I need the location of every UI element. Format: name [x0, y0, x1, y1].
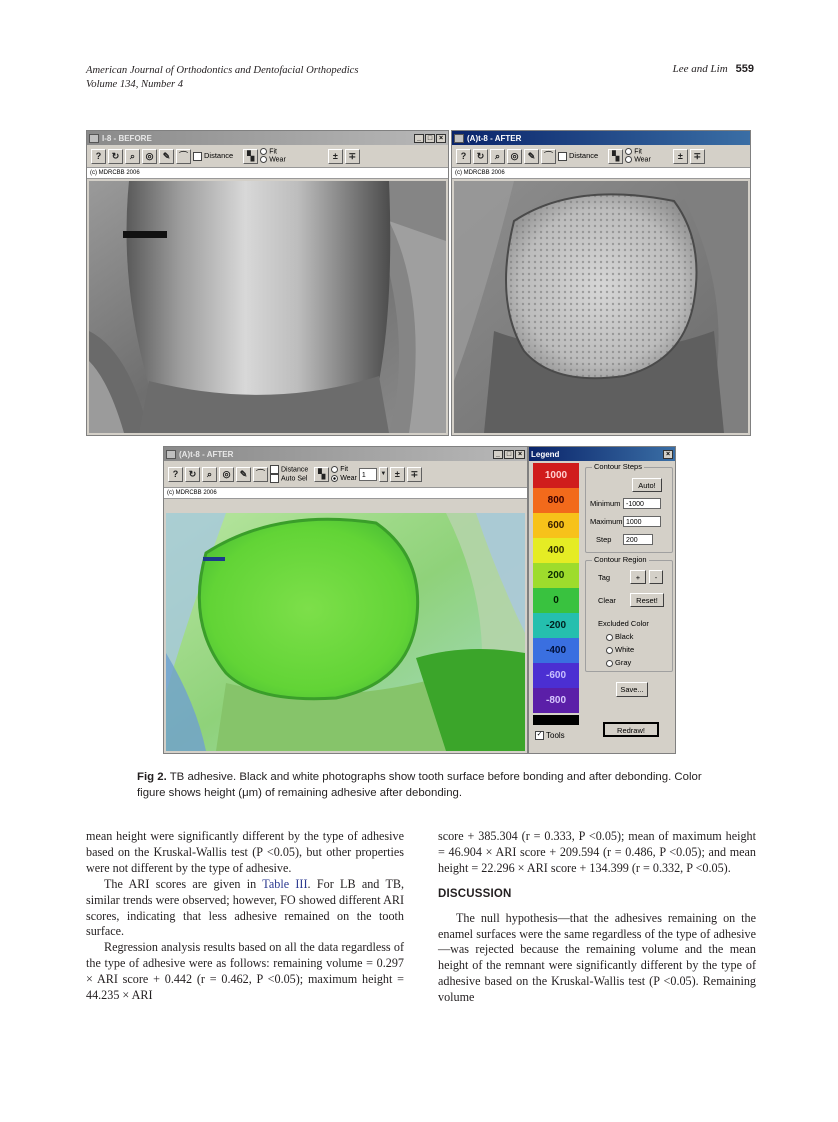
- level-spinner[interactable]: 1: [359, 468, 377, 481]
- scale-step: -400: [533, 638, 579, 663]
- toolbar-before: [87, 145, 448, 167]
- window-before-title: I-8 - BEFORE: [102, 133, 152, 143]
- window-color: [163, 446, 528, 754]
- app-icon: [454, 134, 464, 143]
- paragraph: score + 385.304 (r = 0.333, P <0.05); mean of maximum height = 46.904 × ARI score + 209.594 (r = 0.486, P <0.05); and mean height = 22.296 × ARI score + 134.399 (r = 0.332, P <0.05).: [438, 829, 756, 875]
- target-icon[interactable]: ◎: [507, 149, 522, 164]
- distance-checkbox[interactable]: [193, 151, 233, 161]
- distance-checkbox[interactable]: [558, 151, 598, 161]
- paragraph: [86, 877, 404, 941]
- copyright-after: (c) MDRCBB 2006: [452, 167, 750, 179]
- app-icon: [89, 134, 99, 143]
- tools-checkbox[interactable]: ✓ Tools: [536, 731, 565, 740]
- align-down-icon[interactable]: ∓: [407, 467, 422, 482]
- palette-icon[interactable]: ▚: [243, 149, 258, 164]
- minimize-icon[interactable]: _: [414, 134, 424, 143]
- dropdown-icon[interactable]: ▼: [379, 467, 388, 482]
- tag-minus-button[interactable]: -: [649, 570, 663, 584]
- step-field[interactable]: 200: [623, 534, 653, 545]
- distance-checkbox[interactable]: [270, 465, 308, 474]
- wear-label: Wear: [269, 156, 286, 164]
- app-icon: [166, 450, 176, 459]
- scale-step: 400: [533, 538, 579, 563]
- toolbar-color: [164, 461, 527, 487]
- minimize-icon[interactable]: _: [493, 450, 503, 459]
- tools-label: Tools: [546, 731, 565, 740]
- fit-radio[interactable]: [625, 148, 651, 156]
- window-after: [451, 130, 751, 436]
- step-label: Step: [596, 535, 612, 544]
- maximize-icon[interactable]: □: [504, 450, 514, 459]
- info-icon[interactable]: ?: [91, 149, 106, 164]
- close-icon[interactable]: ×: [663, 450, 673, 459]
- align-up-icon[interactable]: ±: [390, 467, 405, 482]
- scale-step: 800: [533, 488, 579, 513]
- scale-step: -200: [533, 613, 579, 638]
- info-icon[interactable]: ?: [168, 467, 183, 482]
- journal-title: [86, 64, 358, 92]
- maximum-field[interactable]: 1000: [623, 516, 661, 527]
- maximize-icon[interactable]: □: [425, 134, 435, 143]
- reset-button[interactable]: Reset!: [630, 593, 664, 607]
- scale-step: -600: [533, 663, 579, 688]
- section-heading: DISCUSSION: [438, 887, 512, 900]
- scale-step: -800: [533, 688, 579, 713]
- autosel-checkbox[interactable]: [270, 474, 308, 483]
- zoom-icon[interactable]: ⌕: [490, 149, 505, 164]
- scale-step: 200: [533, 563, 579, 588]
- table-link[interactable]: Table III: [262, 876, 308, 891]
- paragraph: Regression analysis results based on all the data regardless of the type of adhesive were as follows: remaining volume = 0.297 × ARI score + 0.442 (r = 0.462, P <0.05); maximum height = 44.235 × ARI: [86, 940, 404, 1003]
- edit-icon[interactable]: ✎: [236, 467, 251, 482]
- redraw-button[interactable]: Redraw!: [603, 722, 659, 737]
- wear-label: Wear: [340, 475, 357, 482]
- wear-radio[interactable]: [331, 474, 357, 483]
- window-after-titlebar[interactable]: [452, 131, 750, 145]
- paragraph-text: The ARI scores are given in: [104, 876, 263, 891]
- gray-label: Gray: [615, 658, 632, 667]
- tag-label: Tag: [598, 573, 611, 582]
- chart-icon[interactable]: ⌒: [541, 149, 556, 164]
- window-before-titlebar[interactable]: [87, 131, 448, 145]
- window-color-title: (A)t-8 - AFTER: [179, 449, 234, 459]
- scale-step: 600: [533, 513, 579, 538]
- scale-step: 1000: [533, 463, 579, 488]
- maximum-label: Maximum: [590, 517, 623, 526]
- authors: Lee and Lim: [672, 63, 728, 75]
- target-icon[interactable]: ◎: [219, 467, 234, 482]
- journal-line-2: Volume 134, Number 4: [86, 79, 184, 90]
- wear-radio[interactable]: [260, 156, 286, 164]
- window-after-title: (A)t-8 - AFTER: [467, 133, 522, 143]
- gray-radio[interactable]: [606, 658, 631, 667]
- journal-line-1: American Journal of Orthodontics and Dentofacial Orthopedics: [86, 65, 359, 76]
- paragraph: mean height were significantly different by the type of adhesive based on the Kruskal-Wallis test (P <0.05), but other properties were not different by the type of adhesive.: [86, 829, 404, 875]
- target-icon[interactable]: ◎: [142, 149, 157, 164]
- caption-label: Fig 2.: [137, 771, 167, 783]
- palette-icon[interactable]: ▚: [608, 149, 623, 164]
- fit-radio[interactable]: [260, 148, 286, 156]
- fit-radio[interactable]: [331, 465, 357, 474]
- contour-region-label: Contour Region: [594, 555, 647, 564]
- white-label: White: [615, 645, 635, 654]
- tooth-before-photo: [89, 181, 446, 433]
- align-down-icon[interactable]: ∓: [690, 149, 705, 164]
- excluded-color-label: Excluded Color: [598, 619, 649, 628]
- autosel-label: Auto Sel: [281, 475, 308, 483]
- tag-plus-button[interactable]: +: [630, 570, 646, 584]
- contour-region-group: [585, 555, 673, 672]
- black-label: Black: [615, 632, 634, 641]
- chart-icon[interactable]: ⌒: [176, 149, 191, 164]
- copyright-color: (c) MDRCBB 2006: [164, 487, 527, 499]
- contour-steps-group: [585, 462, 673, 553]
- info-icon[interactable]: ?: [456, 149, 471, 164]
- rotate-icon[interactable]: ↻: [108, 149, 123, 164]
- text-column-left: [86, 829, 404, 1004]
- distance-label: Distance: [281, 466, 309, 473]
- legend-titlebar[interactable]: [529, 447, 675, 461]
- legend-window: [528, 446, 676, 754]
- figure-caption: [137, 770, 712, 801]
- paragraph: The null hypothesis—that the adhesives remaining on the enamel surfaces were the same regardless of the type of adhesive—was rejected because the remaining volume and the mean height of the remnant were significantly different by the type of adhesive based on the Kruskal-Wallis test (P <0.05). Remaining volume: [438, 910, 756, 1005]
- palette-icon[interactable]: ▚: [314, 467, 329, 482]
- color-scale: [533, 463, 579, 706]
- clear-label: Clear: [598, 596, 616, 605]
- edit-icon[interactable]: ✎: [524, 149, 539, 164]
- zoom-icon[interactable]: ⌕: [202, 467, 217, 482]
- legend-title: Legend: [531, 449, 560, 459]
- fit-label: Fit: [634, 148, 642, 155]
- color-swatch: [533, 715, 579, 725]
- copyright-before: (c) MDRCBB 2006: [87, 167, 448, 179]
- close-icon[interactable]: ×: [436, 134, 446, 143]
- wear-label: Wear: [634, 156, 651, 164]
- align-down-icon[interactable]: ∓: [345, 149, 360, 164]
- close-icon[interactable]: ×: [515, 450, 525, 459]
- page-number: 559: [735, 63, 754, 75]
- paragraph-text: . For LB and TB, similar trends were observed; however, FO showed different ARI scores, indicating that less adhesive remained on the tooth surface.: [86, 876, 405, 939]
- white-radio[interactable]: [606, 645, 634, 654]
- caption-text: TB adhesive. Black and white photographs show tooth surface before bonding and after debonding. Color figure shows height (μm) of remaining adhesive after debonding.: [137, 771, 702, 799]
- wear-radio[interactable]: [625, 156, 651, 164]
- toolbar-after: [452, 145, 750, 167]
- height-map-image: [166, 513, 525, 751]
- zoom-icon[interactable]: ⌕: [125, 149, 140, 164]
- minimum-field[interactable]: -1000: [623, 498, 661, 509]
- align-up-icon[interactable]: ±: [328, 149, 343, 164]
- distance-label: Distance: [204, 151, 234, 161]
- black-radio[interactable]: [606, 632, 633, 641]
- fit-label: Fit: [340, 466, 349, 473]
- running-head: [673, 63, 754, 75]
- text-column-right: [438, 829, 756, 1006]
- window-color-titlebar[interactable]: [164, 447, 527, 461]
- minimum-label: Minimum: [590, 499, 621, 508]
- save-button[interactable]: Save...: [616, 682, 648, 697]
- auto-button[interactable]: Auto!: [632, 478, 662, 492]
- tooth-after-photo: [454, 181, 748, 433]
- chart-icon[interactable]: ⌒: [253, 467, 268, 482]
- edit-icon[interactable]: ✎: [159, 149, 174, 164]
- rotate-icon[interactable]: ↻: [185, 467, 200, 482]
- window-before: [86, 130, 449, 436]
- distance-label: Distance: [569, 151, 599, 161]
- rotate-icon[interactable]: ↻: [473, 149, 488, 164]
- fit-label: Fit: [269, 148, 277, 155]
- align-up-icon[interactable]: ±: [673, 149, 688, 164]
- contour-steps-label: Contour Steps: [594, 462, 642, 471]
- scale-step: 0: [533, 588, 579, 613]
